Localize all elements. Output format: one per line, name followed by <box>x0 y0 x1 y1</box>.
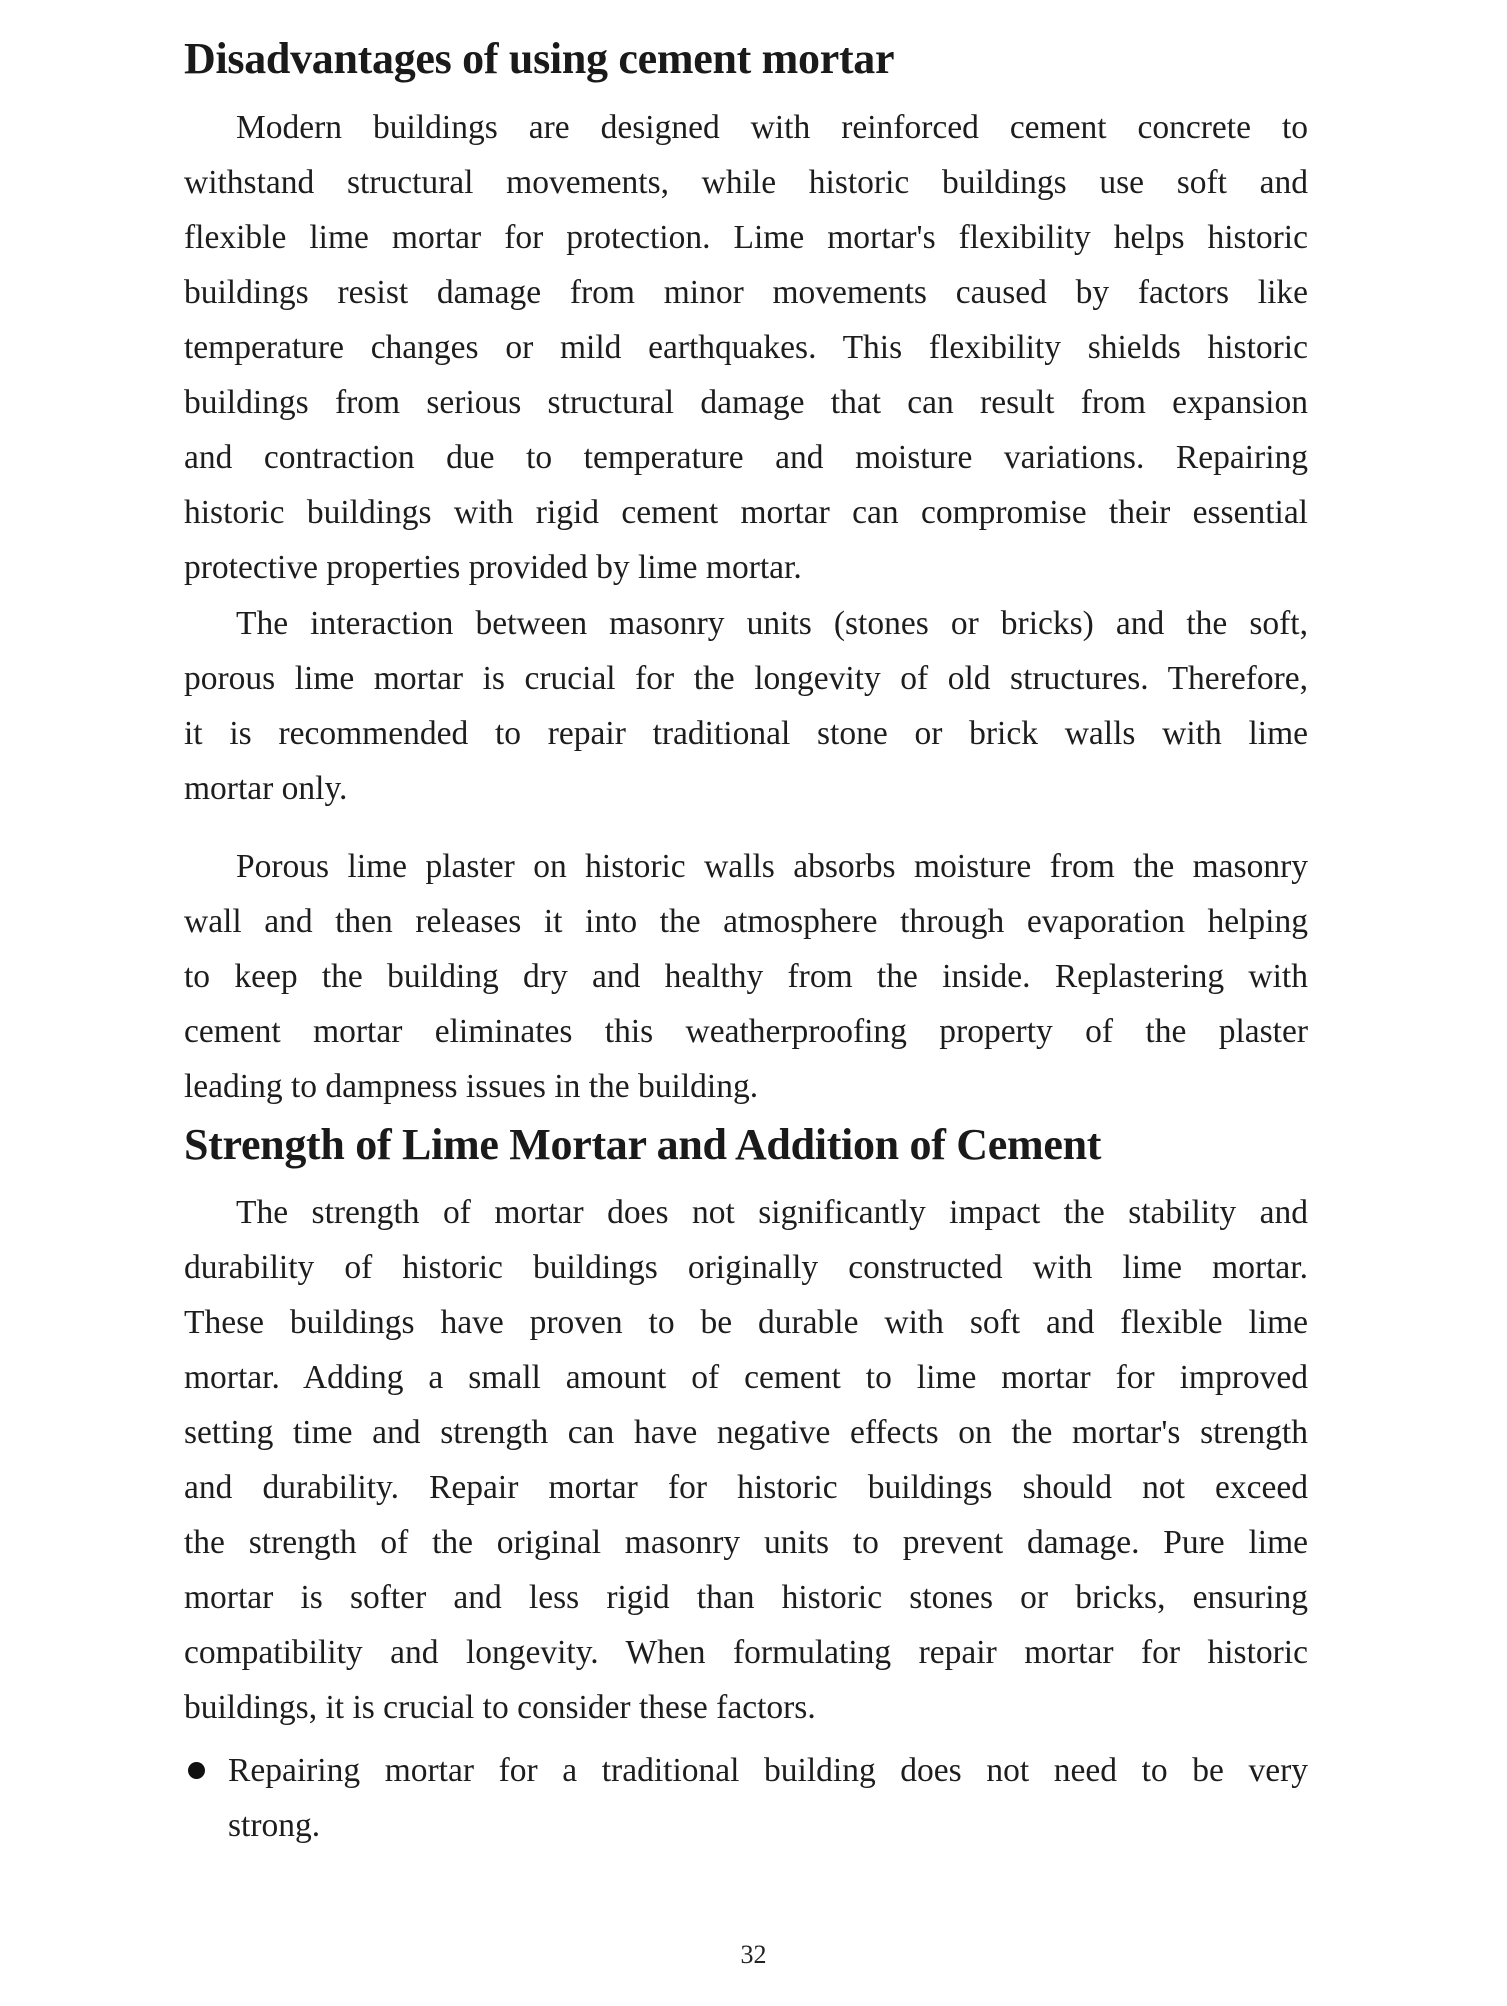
text-line: historic buildings with rigid cement mortar can compromise their essential <box>184 494 1308 531</box>
text-line: to keep the building dry and healthy from the inside. Replastering with <box>184 958 1308 995</box>
text-line: compatibility and longevity. When formulating repair mortar for historic <box>184 1634 1308 1671</box>
text-line: These buildings have proven to be durable with soft and flexible lime <box>184 1304 1308 1341</box>
text-line: the strength of the original masonry units to prevent damage. Pure lime <box>184 1524 1308 1561</box>
text-line: cement mortar eliminates this weatherproofing property of the plaster <box>184 1013 1308 1050</box>
text-line: withstand structural movements, while historic buildings use soft and <box>184 164 1308 201</box>
text-line: buildings from serious structural damage that can result from expansion <box>184 384 1308 421</box>
text-line: and durability. Repair mortar for historic buildings should not exceed <box>184 1469 1308 1506</box>
bullet-item <box>184 1743 1308 1853</box>
text-line: buildings, it is crucial to consider these factors. <box>184 1689 816 1726</box>
text-line: The strength of mortar does not significantly impact the stability and <box>236 1194 1308 1231</box>
text-line: temperature changes or mild earthquakes. This flexibility shields historic <box>184 329 1308 366</box>
paragraph <box>184 1185 1308 1735</box>
text-line: mortar is softer and less rigid than historic stones or bricks, ensuring <box>184 1579 1308 1616</box>
text-line: flexible lime mortar for protection. Lime mortar's flexibility helps historic <box>184 219 1308 256</box>
text-line: porous lime mortar is crucial for the longevity of old structures. Therefore, <box>184 660 1308 697</box>
text-line: Porous lime plaster on historic walls absorbs moisture from the masonry <box>236 848 1308 885</box>
text-line: wall and then releases it into the atmosphere through evaporation helping <box>184 903 1308 940</box>
text-line: leading to dampness issues in the building. <box>184 1068 759 1105</box>
text-line: Modern buildings are designed with reinforced cement concrete to <box>236 109 1308 146</box>
bullet-text <box>228 1743 1308 1853</box>
text-line: it is recommended to repair traditional stone or brick walls with lime <box>184 715 1308 752</box>
paragraph <box>184 100 1308 595</box>
text-line: setting time and strength can have negative effects on the mortar's strength <box>184 1414 1308 1451</box>
text-line: strong. <box>228 1807 321 1844</box>
text-line: durability of historic buildings originally constructed with lime mortar. <box>184 1249 1308 1286</box>
paragraph <box>184 839 1308 1114</box>
paragraph <box>184 596 1308 816</box>
text-line: mortar. Adding a small amount of cement to lime mortar for improved <box>184 1359 1308 1396</box>
text-line: mortar only. <box>184 770 348 807</box>
text-line: Repairing mortar for a traditional building does not need to be very <box>228 1752 1308 1789</box>
text-line: and contraction due to temperature and moisture variations. Repairing <box>184 439 1308 476</box>
text-line: buildings resist damage from minor movements caused by factors like <box>184 274 1308 311</box>
section-heading-cement-disadvantages: Disadvantages of using cement mortar <box>184 34 895 83</box>
text-line: The interaction between masonry units (stones or bricks) and the soft, <box>236 605 1308 642</box>
bullet-icon <box>188 1762 205 1779</box>
section-heading-lime-strength: Strength of Lime Mortar and Addition of Cement <box>184 1120 1102 1169</box>
text-line: protective properties provided by lime mortar. <box>184 549 802 586</box>
page-number: 32 <box>740 1940 767 1969</box>
